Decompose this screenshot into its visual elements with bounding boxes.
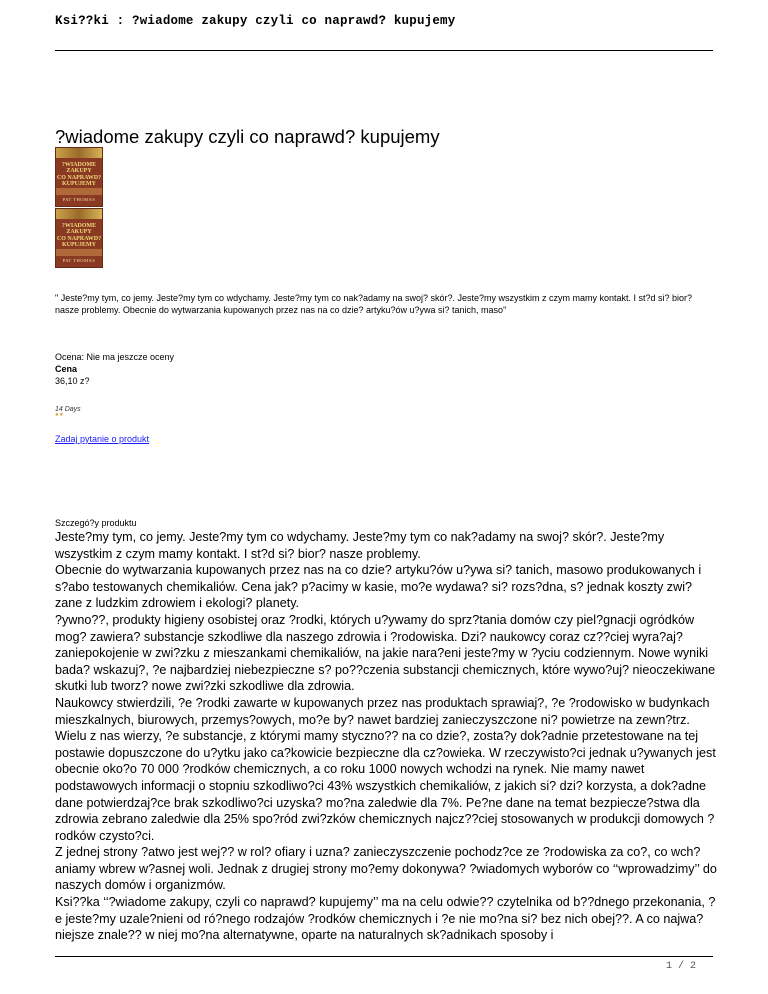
description-paragraph: Z jednej strony ?atwo jest wej?? w rol? ofiary i uzna? zanieczyszczenie pochodz?ce ze ?rodowiska za co?, co wch?aniamy wbrew w?asnej woli. Jednak z drugiej strony mo?emy dokonywa? ?wiadomych wyborów co ‘‘wprowadzimy’’ do naszych domów i organizmów. [55, 845, 717, 893]
description-paragraph: ?ywno??, produkty higieny osobistej oraz ?rodki, których u?ywamy do sprz?tania domów czy piel?gnacji ogródków mog? zawiera? substancje szkodliwe dla naszego zdrowia i ?rodowiska. Dzi? naukowcy coraz cz??ciej wyra?aj? zaniepokojenie w zwi?zku z mieszankami chemikaliów, na jakie nara?eni jeste?my w ?yciu codziennym. Nowe wyniki bada? wskazuj?, ?e najbardziej niebezpieczne s? po??czenia substancji chemicznych, które wywo?uj? nieoczekiwane skutki lub tworz? nowe zwi?zki szkodliwe dla zdrowia. [55, 612, 716, 694]
cover-title-line: ZAKUPY [66, 168, 92, 174]
delivery-dots-icon: ●● [55, 412, 65, 418]
description-paragraph: Obecnie do wytwarzania kupowanych przez nas na co dzie? artyku?ów u?ywa si? tanich, masowo produkowanych i s?abo testowanych chemikaliów. Cena jak? p?acimy w kasie, mo?e wydawa? si? rozs?dna, s? jednak koszty zwi?zane z ludzkim zdrowiem i ekologi? planety. [55, 563, 702, 611]
description-paragraph: Ksi??ka ‘‘?wiadome zakupy, czyli co naprawd? kupujemy’’ ma na celu odwie?? czytelnika od b??dnego przekonania, ?e jeste?my uzale?nieni od ró?nego rodzajów ?rodków chemicznych i ?e nie mo?na si? bez nich obej??. A co najwa?niejsze znale?? w niej mo?na alternatywne, oparte na naturalnych sk?adnikach sposoby i [55, 895, 716, 943]
book-cover-image[interactable] [55, 147, 103, 207]
rating-text: Ocena: Nie ma jeszcze oceny [55, 352, 175, 362]
cover-band [56, 249, 102, 256]
cover-band [56, 188, 102, 195]
book-cover-image[interactable] [55, 208, 103, 268]
footer-divider [55, 956, 713, 957]
cover-title-line: CO NAPRAWD? [56, 236, 102, 242]
price-value: 36,10 z? [55, 376, 90, 386]
cover-title-line: ZAKUPY [66, 229, 92, 235]
document-header: Ksi??ki : ?wiadome zakupy czyli co naprawd? kupujemy [55, 14, 456, 28]
delivery-badge [55, 406, 81, 417]
cover-author: PAT THOMAS [62, 258, 96, 263]
description-paragraph: Naukowcy stwierdzili, ?e ?rodki zawarte w kupowanych przez nas produktach sprawiaj?, ?e ?rodowisko w budynkach mieszkalnych, biurowych, przemys?owych, mo?e by? nawet bardziej zanieczyszczone ni? powietrze na zewn?trz. Wielu z nas wierzy, ?e substancje, z którymi mamy styczno?? na co dzie?, zosta?y dok?adnie przetestowane na tej postawie dopuszczone do u?ytku jako ca?kowicie bezpieczne dla cz?owieka. W rzeczywisto?ci jednak u?ywanych jest obecnie oko?o 70 000 ?rodków chemicznych, a co roku 1000 nowych wchodzi na rynek. Nie mamy nawet podstawowych informacji o stopniu szkodliwo?ci 43% wszystkich chemikaliów, z jakich si? dzi? korzysta, a dok?adne dane potwierdzaj?ce brak szkodliwo?ci uzyska? mo?na zaledwie dla 7%. Pe?ne dane na temat bezpiecze?stwa dla zdrowia zebrano zaledwie dla 25% spo?ród zwi?zków chemicznych najcz??ciej stosowanych w produkcji domowych ?rodków czysto?ci. [55, 695, 716, 843]
price-label: Cena [55, 364, 78, 374]
product-title: ?wiadome zakupy czyli co naprawd? kupujemy [55, 126, 440, 148]
product-blurb: " Jeste?my tym, co jemy. Jeste?my tym co wdychamy. Jeste?my tym co nak?adamy na swoj? skór?. Jeste?my wszystkim z czym mamy kontakt. I st?d si? bior? nasze problemy. Obecnie do wytwarzania kupowanych przez nas na co dzie? artyku?ów u?ywa si? tanich, maso" [55, 293, 693, 315]
description-paragraph: Jeste?my tym, co jemy. Jeste?my tym co wdychamy. Jeste?my tym co nak?adamy na swoj? skór?. Jeste?my wszystkim z czym mamy kontakt. I st?d si? bior? nasze problemy. [55, 530, 665, 561]
cover-title-line: KUPUJEMY [62, 242, 96, 248]
cover-author: PAT THOMAS [62, 197, 96, 202]
cover-artwork [56, 148, 102, 158]
cover-title-line: ?WIADOME [61, 162, 97, 168]
details-label: Szczegó?y produktu [55, 518, 137, 528]
cover-artwork [56, 209, 102, 219]
product-info [55, 351, 174, 387]
cover-title-line: ?WIADOME [61, 223, 97, 229]
cover-title-line: KUPUJEMY [62, 181, 96, 187]
ask-question-link[interactable]: Zadaj pytanie o produkt [55, 434, 150, 444]
product-description [55, 529, 717, 944]
header-divider [55, 50, 713, 51]
cover-title-line: CO NAPRAWD? [56, 175, 102, 181]
delivery-time: 14 Days [55, 406, 81, 413]
page-number: 1 / 2 [665, 961, 696, 972]
